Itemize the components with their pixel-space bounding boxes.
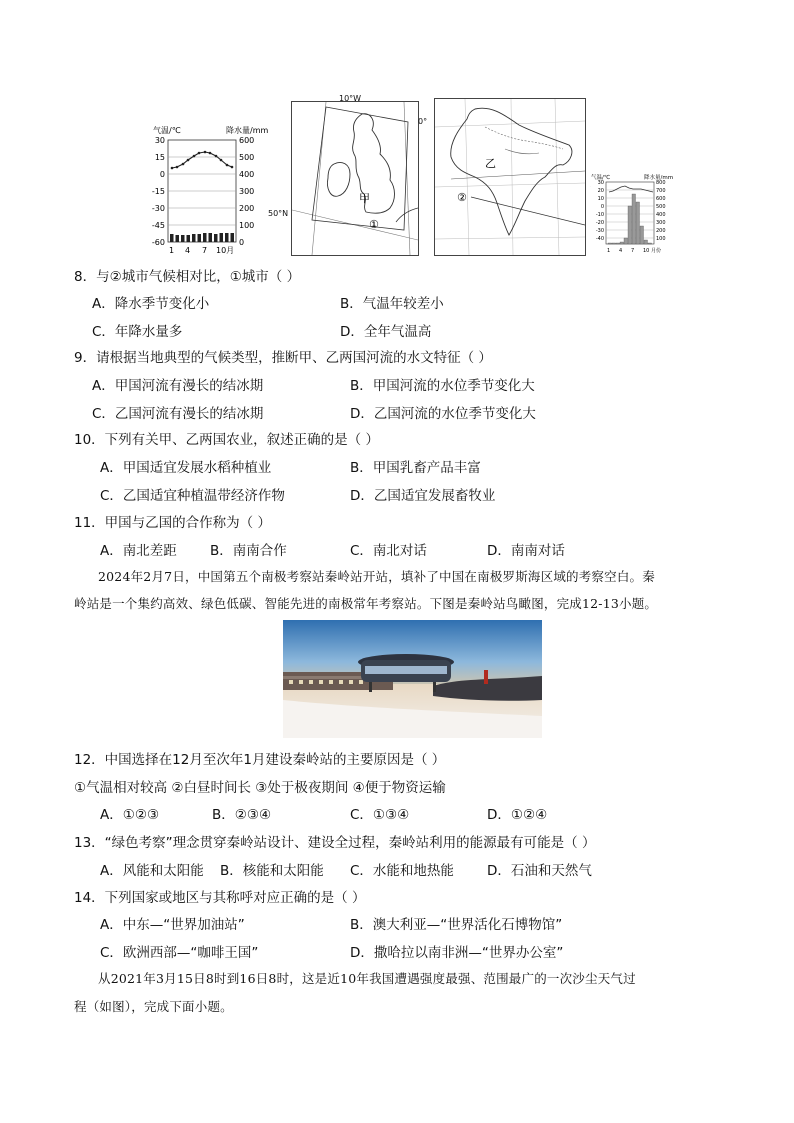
climate-chart-right-svg [590,172,680,256]
country-label-jia: 甲 [359,192,370,205]
qinling-station-photo [283,620,542,738]
map-uk-lat-label: 50°N [268,209,289,218]
red-marker [484,670,488,684]
question-8-stem: 8．与②城市气候相对比，①城市（ ） [74,269,301,285]
question-12-option-a[interactable]: A．①②③ [100,807,160,823]
question-8-option-a[interactable]: A．降水季节变化小 [92,296,210,312]
question-13-stem: 13．“绿色考察”理念贯穿秦岭站设计、建设全过程，秦岭站利用的能源最有可能是（ ） [74,835,596,851]
question-10-stem: 10．下列有关甲、乙两国农业，叙述正确的是（ ） [74,432,379,448]
precip-tick: 500 [656,204,666,210]
month-ticks [169,246,234,255]
month-tick: 10 月份 [643,248,661,254]
question-12-option-d[interactable]: D．①②④ [487,807,548,823]
map-uk [291,101,419,256]
temp-tick: -30 [151,204,165,213]
month-tick: 7 [202,246,208,255]
precip-tick: 400 [239,170,255,179]
temp-tick: -20 [595,220,604,226]
question-11-stem: 11．甲国与乙国的合作称为（ ） [74,515,271,531]
question-12-statements: ①气温相对较高 ②白昼时间长 ③处于极夜期间 ④便于物资运输 [74,780,446,796]
precip-ticks [239,136,254,247]
temp-tick: 15 [154,153,165,162]
city-marker-2: ② [457,191,467,204]
temp-tick: 10 [597,196,604,202]
month-tick: 4 [185,246,191,255]
temp-tick: -60 [151,238,165,247]
question-12-stem: 12．中国选择在12月至次年1月建设秦岭站的主要原因是（ ） [74,752,446,768]
temp-curve [172,152,232,168]
temp-tick: -15 [151,187,165,196]
precip-axis-label: 降水量/mm [226,126,269,135]
temp-tick: -30 [595,228,604,234]
leader-line [471,197,585,225]
precip-ticks-right [656,180,666,242]
question-11-option-b[interactable]: B．南南合作 [210,543,287,559]
question-8-option-c[interactable]: C．年降水量多 [92,324,183,340]
temp-ticks [152,136,165,247]
country-label-yi: 乙 [485,157,496,170]
qinling-station-photo-svg [283,620,542,738]
question-12-option-c[interactable]: C．①③④ [350,807,410,823]
precip-tick: 200 [239,204,255,213]
question-8-option-b[interactable]: B．气温年较差小 [340,296,444,312]
month-ticks-right [607,247,661,254]
question-9-option-a[interactable]: A．甲国河流有漫长的结冰期 [92,378,264,394]
map-india [434,98,586,256]
precip-tick: 400 [656,212,666,218]
temp-tick: 0 [159,170,165,179]
graticule [435,99,585,255]
question-8-option-d[interactable]: D．全年气温高 [340,324,432,340]
precip-bars-right [608,194,652,244]
question-9-option-c[interactable]: C．乙国河流有漫长的结冰期 [92,406,264,422]
question-9-stem: 9．请根据当地典型的气候类型，推断甲、乙两国河流的水文特征（ ） [74,350,492,366]
passage-2-line-1: 从2021年3月15日8时到16日8时，这是近10年我国遭遇强度最强、范围最广的一次沙尘天气过 [98,971,636,986]
continent-outline [396,208,418,222]
passage-1-line-2: 岭站是一个集约高效、绿色低碳、智能先进的南极常年考察站。下图是秦岭站鸟瞰图，完成12-13小题。 [74,596,658,611]
map-uk-lon-label: 10°W [339,94,362,103]
precip-tick: 700 [656,188,666,194]
precip-tick: 500 [239,153,255,162]
precip-tick: 0 [239,238,245,247]
month-tick: 1 [169,246,175,255]
precip-axis-label-right: 降水量/mm [644,175,674,181]
climate-chart-right [590,172,680,256]
question-11-option-c[interactable]: C．南北对话 [350,543,427,559]
map-india-svg [435,99,585,255]
temp-curve-right [609,186,653,192]
temp-tick: -45 [151,221,165,230]
question-14-option-c[interactable]: C．欧洲西部—“咖啡王国” [100,945,259,961]
month-tick: 4 [619,248,623,254]
question-9-option-b[interactable]: B．甲国河流的水位季节变化大 [350,378,535,394]
river-line [505,149,539,154]
meridian-line [404,102,410,255]
precip-tick: 300 [656,220,666,226]
temp-tick: 30 [154,136,165,145]
climate-chart-left [150,122,270,257]
question-14-option-d[interactable]: D．撒哈拉以南非洲—“世界办公室” [350,945,564,961]
precip-tick: 300 [239,187,255,196]
question-13-option-b[interactable]: B．核能和太阳能 [220,863,324,879]
temp-axis-label-right: 气温/℃ [591,175,611,181]
precip-tick: 100 [239,221,255,230]
passage-1-line-1: 2024年2月7日，中国第五个南极考察站秦岭站开站，填补了中国在南极罗斯海区域的考察空白。秦 [98,569,655,584]
precip-tick: 600 [239,136,255,145]
question-14-stem: 14．下列国家或地区与其称呼对应正确的是（ ） [74,890,366,906]
month-tick: 1 [607,248,611,254]
temp-points [171,151,234,170]
temp-tick: 0 [600,204,604,210]
map-frame [312,107,408,230]
question-14-option-a[interactable]: A．中东—“世界加油站” [100,917,245,933]
month-tick: 10月 [216,246,235,255]
question-13-option-a[interactable]: A．风能和太阳能 [100,863,204,879]
month-tick: 7 [631,248,635,254]
city-marker-1: ① [369,218,379,231]
question-11-option-d[interactable]: D．南南对话 [487,543,565,559]
precip-tick: 600 [656,196,666,202]
precip-tick: 200 [656,228,666,234]
precip-tick: 800 [656,180,666,186]
temp-tick: 30 [597,180,604,186]
question-13-option-c[interactable]: C．水能和地热能 [350,863,454,879]
question-9-option-d[interactable]: D．乙国河流的水位季节变化大 [350,406,536,422]
main-building-glass [365,666,447,674]
map-uk-svg [292,102,418,255]
question-10-option-a[interactable]: A．甲国适宜发展水稻种植业 [100,460,272,476]
temp-axis-label: 气温/℃ [153,126,181,135]
passage-2-line-2: 程（如图），完成下面小题。 [74,999,233,1014]
precip-bars [170,233,234,242]
map-uk-lon-label-right: 0° [418,117,428,126]
question-13-option-d[interactable]: D．石油和天然气 [487,863,592,879]
temp-tick: 20 [597,188,604,194]
question-11-option-a[interactable]: A．南北差距 [100,543,177,559]
question-10-option-b[interactable]: B．甲国乳畜产品丰富 [350,460,481,476]
question-10-option-d[interactable]: D．乙国适宜发展畜牧业 [350,488,496,504]
temp-tick: -40 [595,236,604,242]
precip-tick: 100 [656,236,666,242]
temp-tick: -10 [595,212,604,218]
ireland-outline [327,162,350,196]
question-10-option-c[interactable]: C．乙国适宜种植温带经济作物 [100,488,285,504]
question-14-option-b[interactable]: B．澳大利亚—“世界活化石博物馆” [350,917,563,933]
question-12-option-b[interactable]: B．②③④ [212,807,272,823]
temp-ticks-right [596,180,604,242]
climate-chart-left-svg [150,122,270,257]
